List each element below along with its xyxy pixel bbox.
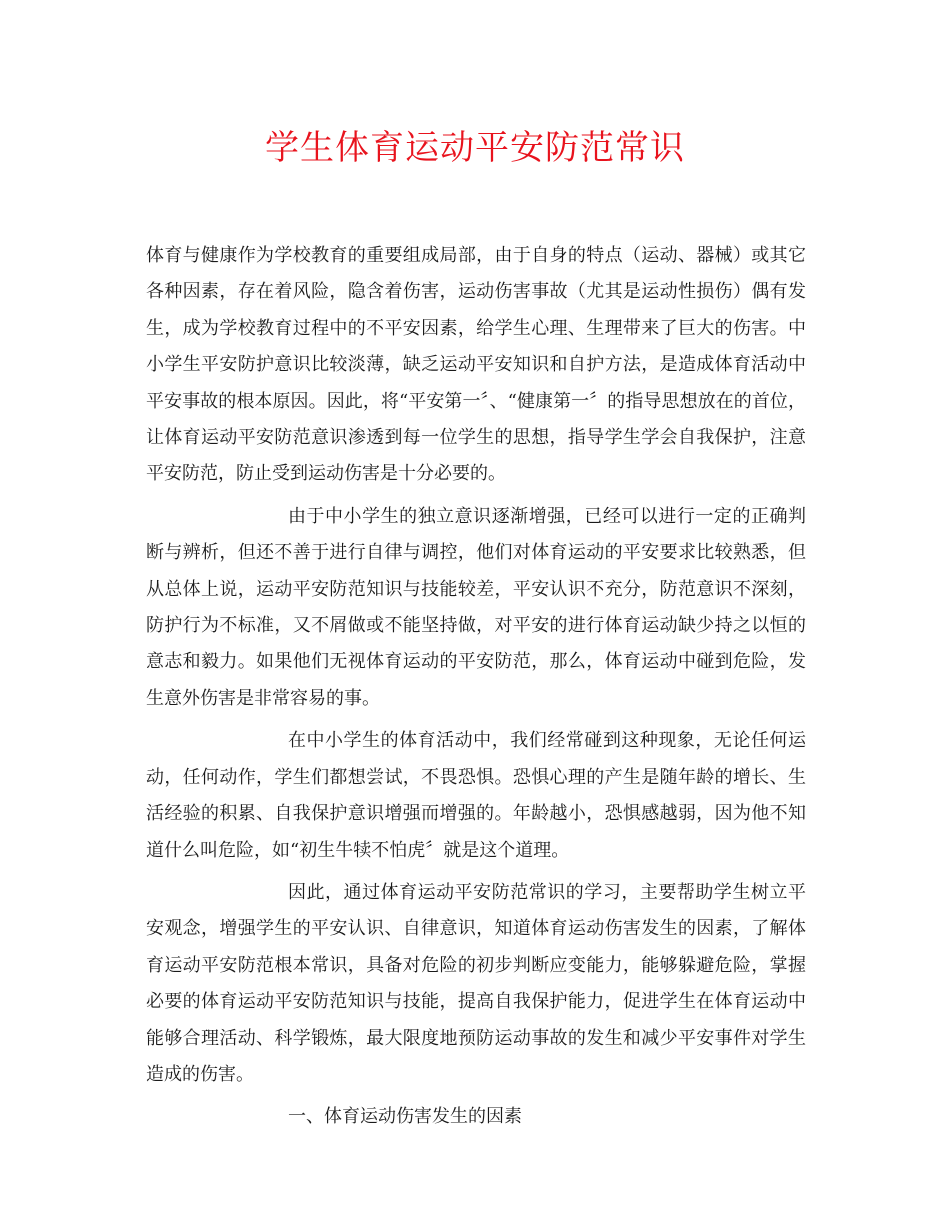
section-heading: 一、体育运动伤害发生的因素: [288, 1106, 522, 1128]
paragraph-intro: 体育与健康作为学校教育的重要组成局部，由于自身的特点（运动、器械）或其它各种因素，存在着风险，隐含着伤害，运动伤害事故（尤其是运动性损伤）偶有发生，成为学校教育过程中的不平安因素，给学生心理、生理带来了巨大的伤害。中小学生平安防护意识比较淡薄，缺乏运动平安知识和自护方法，是造成体育活动中平安事故的根本原因。因此，将“平安第一〞、“健康第一〞的指导思想放在的首位，让体育运动平安防范意识渗透到每一位学生的思想，指导学生学会自我保护，注意平安防范，防止受到运动伤害是十分必要的。: [146, 245, 806, 485]
document-title: 学生体育运动平安防范常识: [265, 128, 685, 168]
paragraph-fear: 在中小学生的体育活动中，我们经常碰到这种现象，无论任何运动，任何动作，学生们都想尝试，不畏恐惧。恐惧心理的产生是随年龄的增长、生活经验的积累、自我保护意识增强而增强的。年龄越小，恐惧感越弱，因为他不知道什么叫危险，如“初生牛犊不怕虎〞就是这个道理。: [146, 730, 806, 861]
paragraph-awareness: 由于中小学生的独立意识逐渐增强，已经可以进行一定的正确判断与辨析，但还不善于进行自律与调控，他们对体育运动的平安要求比较熟悉，但从总体上说，运动平安防范知识与技能较差，平安认识不充分，防范意识不深刻，防护行为不标准，又不屑做或不能坚持做，对平安的进行体育运动缺少持之以恒的意志和毅力。如果他们无视体育运动的平安防范，那么，体育运动中碰到危险，发生意外伤害是非常容易的事。: [146, 505, 806, 709]
paragraph-purpose: 因此，通过体育运动平安防范常识的学习，主要帮助学生树立平安观念，增强学生的平安认识、自律意识，知道体育运动伤害发生的因素，了解体育运动平安防范根本常识，具备对危险的初步判断应变能力，能够躲避危险，掌握必要的体育运动平安防范知识与技能，提高自我保护能力，促进学生在体育运动中能够合理活动、科学锻炼，最大限度地预防运动事故的发生和减少平安事件对学生造成的伤害。: [146, 881, 806, 1085]
document-body: [146, 238, 806, 1135]
